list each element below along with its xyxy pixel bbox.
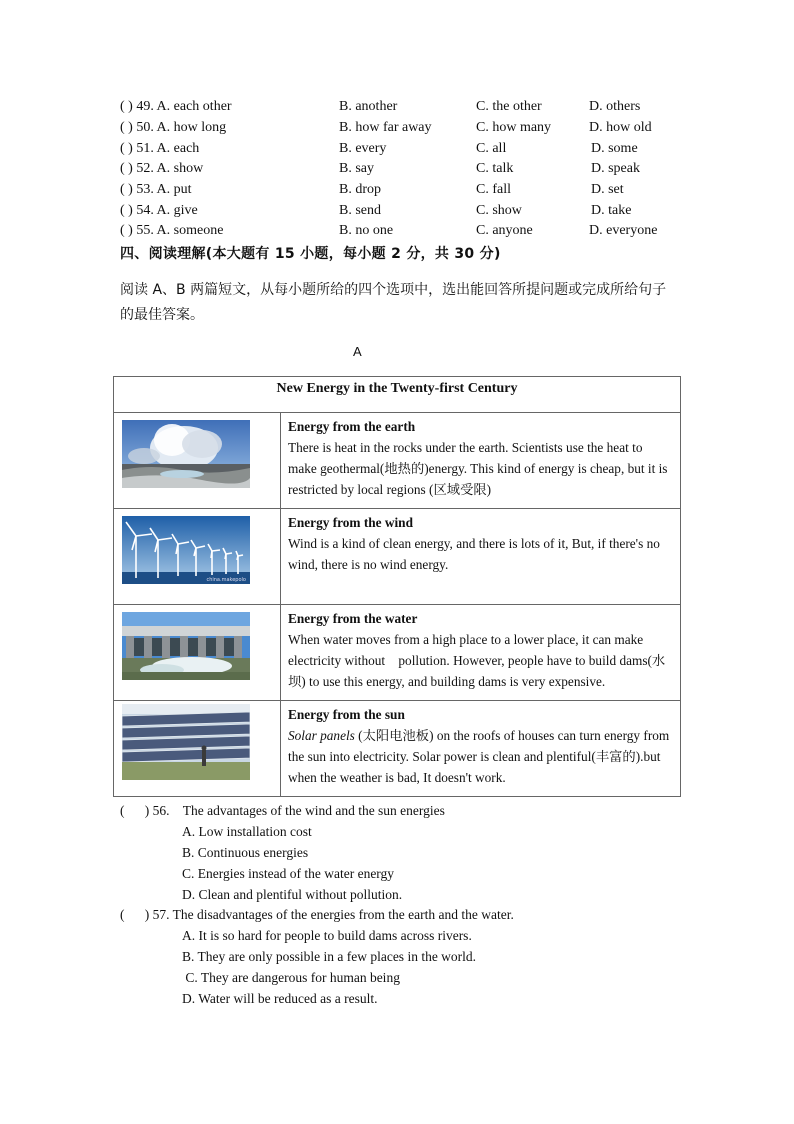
mc-option-d: D. how old [589, 120, 652, 135]
mc-option-d: D. take [591, 203, 632, 218]
row-body-sun-text: (太阳电池板) on the roofs of houses can turn energy from the sun into electricity. Solar power is clean and plentiful(丰富的).but when the weather is bad, It doesn't work. [288, 728, 670, 785]
table-row-wind [114, 509, 681, 605]
table-row-earth [114, 413, 681, 509]
row-body-earth: There is heat in the rocks under the earth. Scientists use the heat to make geothermal(地热的)energy. This kind of energy is cheap, but it is restricted by local regions (区域受限) [288, 440, 668, 497]
row-body-sun [288, 725, 674, 788]
reading-instructions: 阅读 A、B 两篇短文，从每小题所给的四个选项中，选出能回答所提问题或完成所给句子的最佳答案。 [120, 282, 667, 323]
solar-panels-image [122, 704, 250, 780]
mc-option-c: C. how many [476, 120, 552, 135]
question-option: D. Clean and plentiful without pollution. [182, 887, 403, 902]
mc-stem: ( ) 52. A. show [120, 161, 204, 176]
mc-option-d: D. everyone [589, 223, 658, 238]
question-stem: ( ) 56. The advantages of the wind and the sun energies [120, 803, 445, 818]
passage-label: A [353, 344, 362, 359]
mc-option-d: D. others [589, 99, 641, 114]
mc-stem: ( ) 54. A. give [120, 203, 198, 218]
mc-stem: ( ) 53. A. put [120, 182, 192, 197]
row-heading-wind: Energy from the wind [288, 515, 413, 530]
mc-option-c: C. the other [476, 99, 542, 114]
question-stem: ( ) 57. The disadvantages of the energies from the earth and the water. [120, 907, 514, 922]
mc-option-b: B. drop [339, 182, 381, 197]
question-option: D. Water will be reduced as a result. [182, 991, 378, 1006]
table-row-sun [114, 701, 681, 797]
image-watermark: china.makepolo [206, 577, 246, 583]
table-row-water [114, 605, 681, 701]
mc-option-c: C. anyone [476, 223, 533, 238]
mc-option-c: C. talk [476, 161, 514, 176]
mc-option-c: C. show [476, 203, 522, 218]
mc-option-d: D. some [591, 141, 638, 156]
mc-stem: ( ) 50. A. how long [120, 120, 227, 135]
mc-option-c: C. all [476, 141, 507, 156]
mc-option-b: B. how far away [339, 120, 432, 135]
mc-stem: ( ) 49. A. each other [120, 99, 232, 114]
mc-option-b: B. say [339, 161, 374, 176]
row-body-water: When water moves from a high place to a lower place, it can make electricity without pollution. However, people have to build dams(水坝) to use this energy, and building dams is very expensive. [288, 632, 666, 689]
mc-option-c: C. fall [476, 182, 511, 197]
question-option: B. They are only possible in a few places in the world. [182, 949, 477, 964]
row-heading-sun: Energy from the sun [288, 707, 405, 722]
solar-panels-term: Solar panels [288, 728, 355, 743]
question-option: B. Continuous energies [182, 845, 309, 860]
question-56 [120, 800, 445, 905]
section-heading: 四、阅读理解(本大题有 15 小题，每小题 2 分，共 30 分) [120, 246, 501, 262]
mc-stem: ( ) 51. A. each [120, 141, 200, 156]
mc-option-d: D. speak [591, 161, 640, 176]
mc-option-b: B. no one [339, 223, 394, 238]
question-option: C. They are dangerous for human being [182, 970, 400, 985]
mc-stem: ( ) 55. A. someone [120, 223, 224, 238]
row-heading-earth: Energy from the earth [288, 419, 416, 434]
question-option: C. Energies instead of the water energy [182, 866, 395, 881]
wind-turbines-image [122, 516, 250, 584]
energy-table [113, 376, 681, 797]
row-body-wind: Wind is a kind of clean energy, and there is lots of it, But, if there's no wind, there is no wind energy. [288, 536, 660, 572]
dam-image [122, 612, 250, 680]
question-option: A. It is so hard for people to build dams across rivers. [182, 928, 472, 943]
mc-option-b: B. another [339, 99, 398, 114]
geothermal-image [122, 420, 250, 488]
question-option: A. Low installation cost [182, 824, 312, 839]
mc-option-b: B. every [339, 141, 387, 156]
mc-option-b: B. send [339, 203, 381, 218]
mc-option-d: D. set [591, 182, 624, 197]
table-title: New Energy in the Twenty-first Century [114, 377, 681, 413]
row-heading-water: Energy from the water [288, 611, 418, 626]
question-57 [120, 904, 514, 1009]
